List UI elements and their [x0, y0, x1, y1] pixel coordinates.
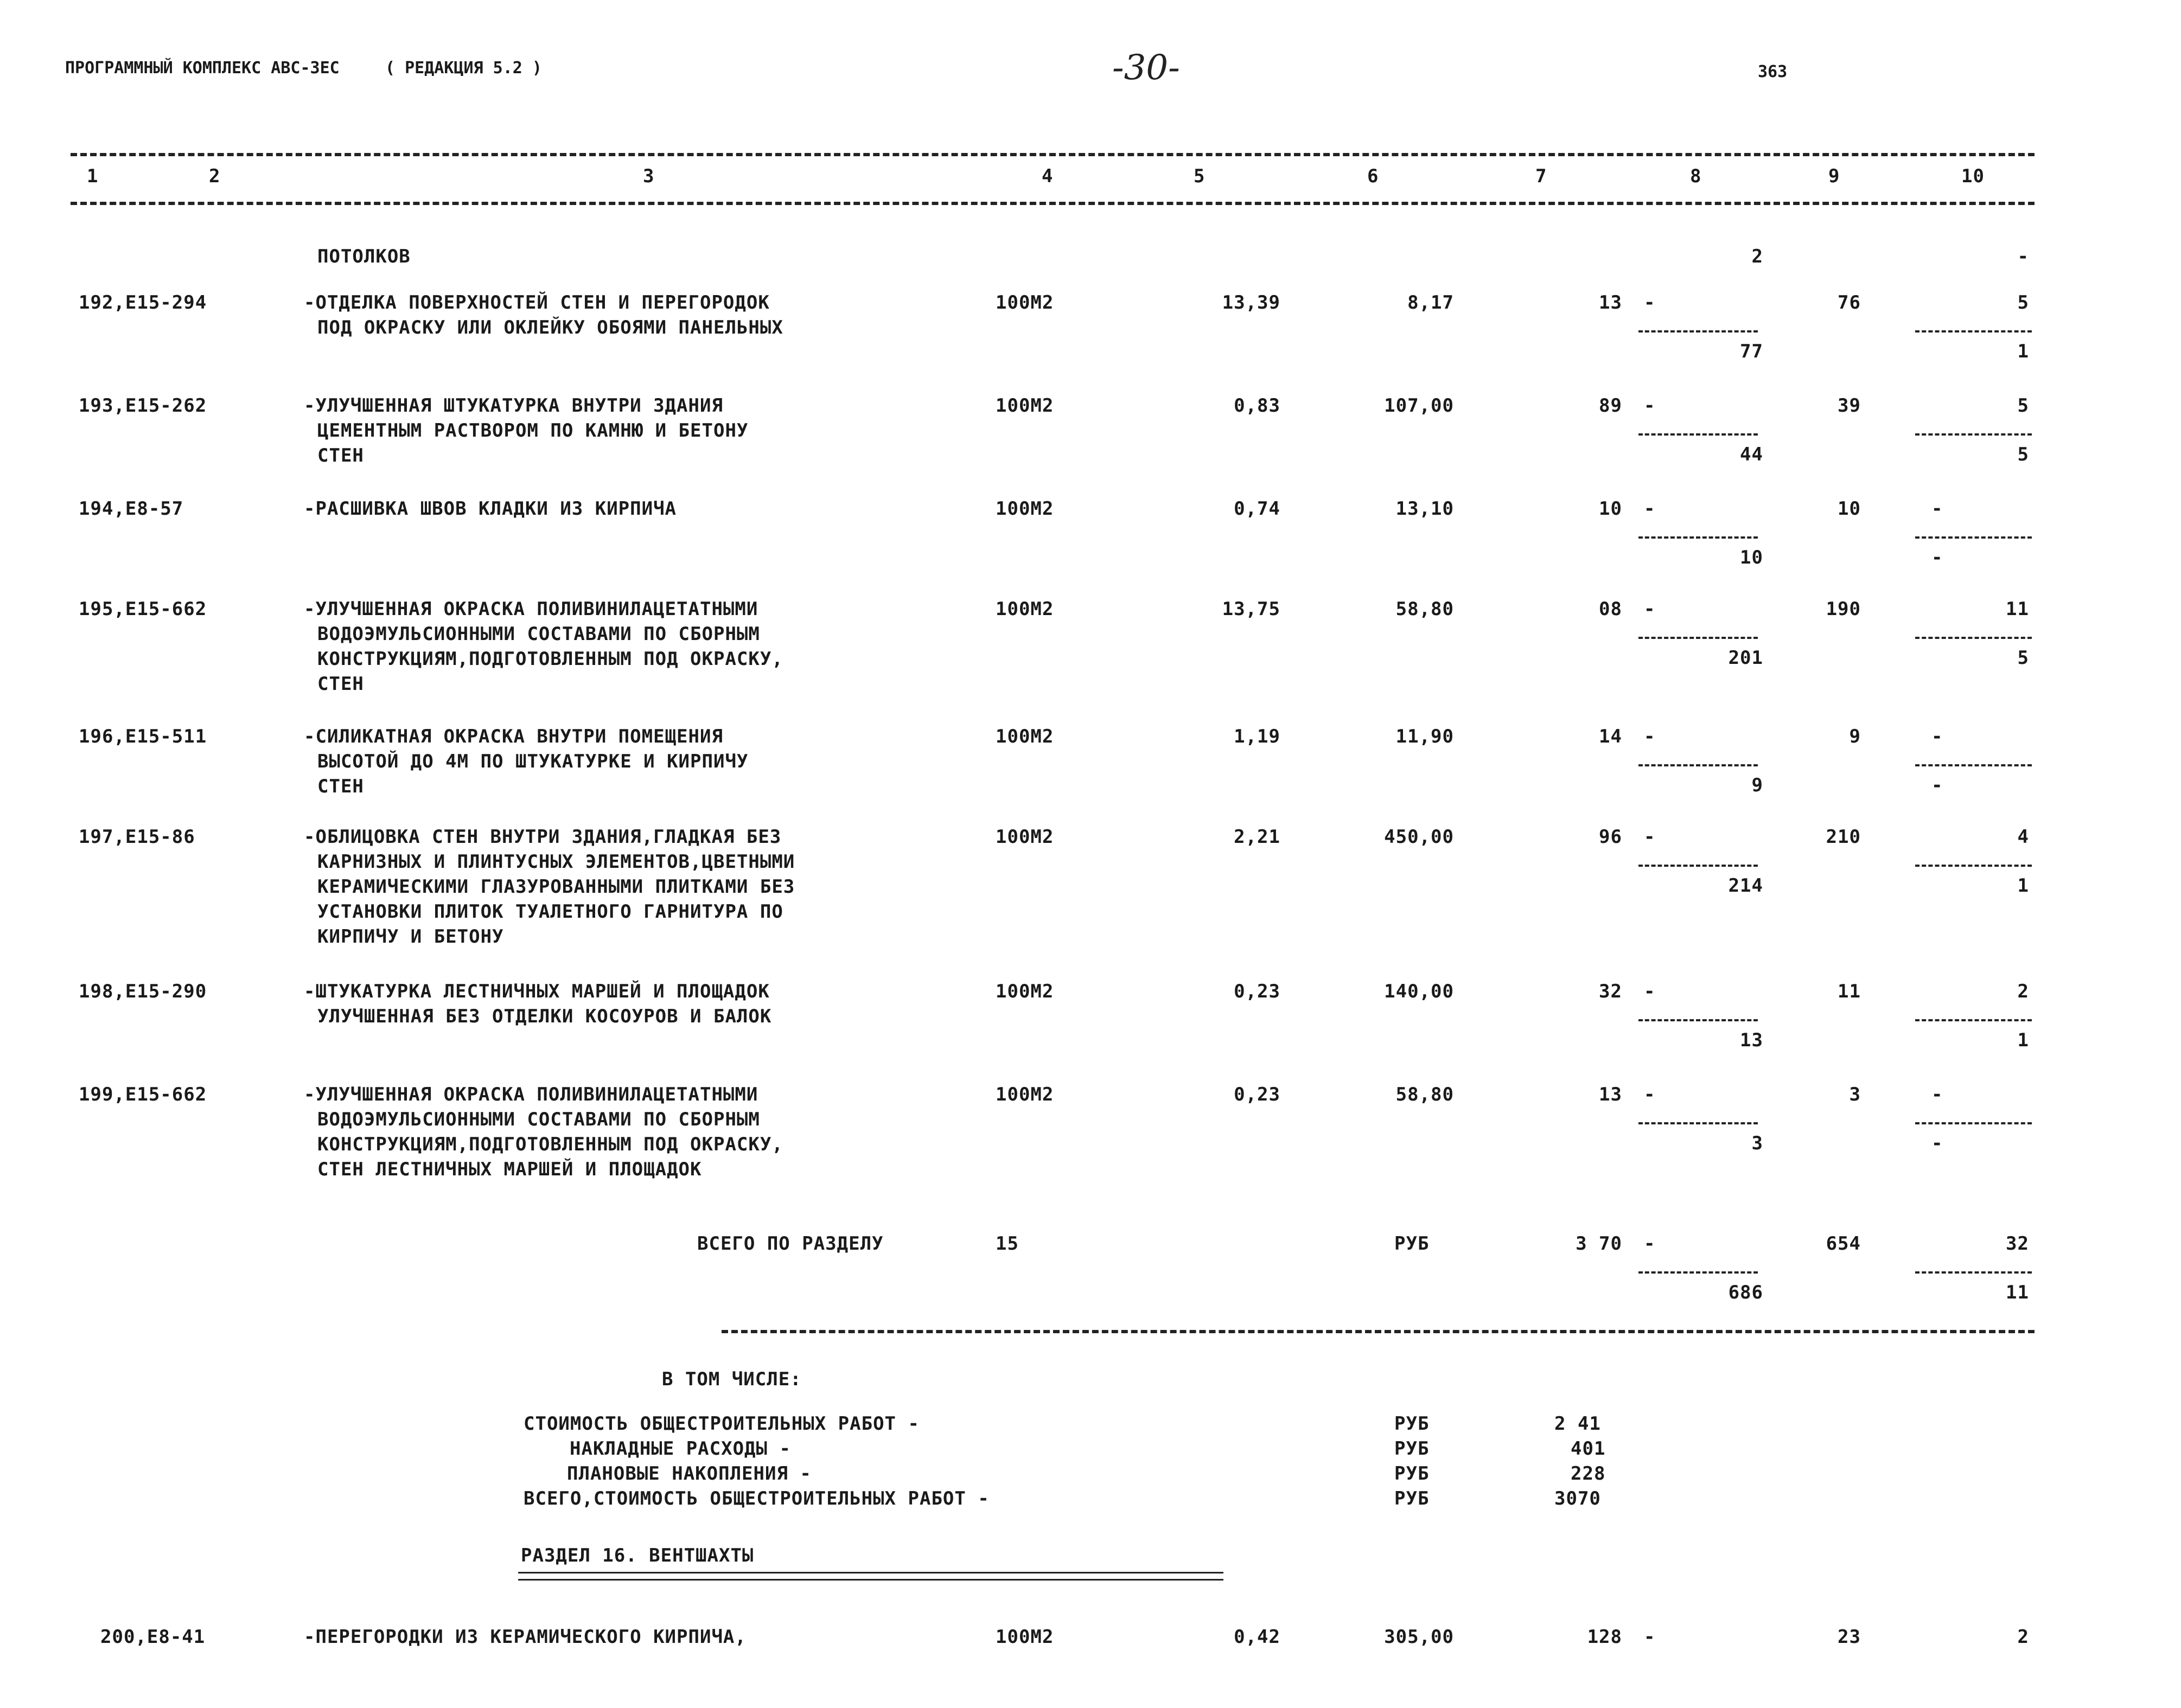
row-desc-line: ВЫСОТОЙ ДО 4М ПО ШТУКАТУРКЕ И КИРПИЧУ [317, 751, 749, 772]
row-desc-line: УЛУЧШЕННАЯ БЕЗ ОТДЕЛКИ КОСОУРОВ И БАЛОК [317, 1006, 772, 1027]
row-c10-top: 4 [2017, 826, 2029, 848]
row-c7: 14 [1599, 726, 1622, 747]
fraction-line [1638, 536, 1758, 539]
col-6: 6 [1367, 165, 1379, 187]
row-c8-top: - [1644, 292, 1656, 314]
row-code: 192,Е15-294 [79, 292, 207, 314]
row-c7: 128 [1587, 1626, 1622, 1648]
row-c7: 89 [1599, 395, 1622, 417]
breakdown-value: 3070 [1554, 1488, 1601, 1509]
row-c10-bottom: - [1931, 1133, 1943, 1154]
row-desc-line: КИРПИЧУ И БЕТОНУ [317, 926, 504, 948]
row-c10: 2 [2017, 1626, 2029, 1648]
row-c7: 96 [1599, 826, 1622, 848]
row-c8: - [1644, 1626, 1656, 1648]
col-4: 4 [1042, 165, 1054, 187]
section-title-underline [518, 1572, 1223, 1581]
row-price: 450,00 [1384, 826, 1454, 848]
row-c9: 23 [1838, 1626, 1861, 1648]
row-unit: 100М2 [996, 292, 1054, 314]
row-c10-bottom: 5 [2017, 647, 2029, 669]
row-price: 11,90 [1395, 726, 1454, 747]
row-qty: 0,23 [1234, 1084, 1280, 1105]
row-c10-bottom: 5 [2017, 444, 2029, 465]
row-c9: 11 [1838, 981, 1861, 1002]
fraction-line [1638, 330, 1758, 332]
row-price: 140,00 [1384, 981, 1454, 1002]
row-code: 195,Е15-662 [79, 598, 207, 620]
row-c8-bottom: 9 [1751, 775, 1763, 796]
row-desc-line: КАРНИЗНЫХ И ПЛИНТУСНЫХ ЭЛЕМЕНТОВ,ЦВЕТНЫМИ [317, 851, 795, 873]
row-c10-bottom: 1 [2017, 1029, 2029, 1051]
row-desc-line: ВОДОЭМУЛЬСИОННЫМИ СОСТАВАМИ ПО СБОРНЫМ [317, 623, 760, 645]
total-c10-bottom: 11 [2006, 1282, 2029, 1303]
section-tail-c10: - [2017, 246, 2029, 267]
row-c8-bottom: 44 [1740, 444, 1763, 465]
col-10: 10 [1961, 165, 1985, 187]
total-c8-bottom: 686 [1728, 1282, 1763, 1303]
breakdown-unit: РУБ [1394, 1463, 1430, 1485]
total-c10-top: 32 [2006, 1233, 2029, 1255]
row-unit: 100М2 [996, 826, 1054, 848]
row-qty: 0,23 [1234, 981, 1280, 1002]
row-c8-bottom: 214 [1728, 875, 1763, 897]
row-unit: 100М2 [996, 1084, 1054, 1105]
breakdown-label: НАКЛАДНЫЕ РАСХОДЫ - [570, 1438, 791, 1460]
row-desc-line: -РАСШИВКА ШВОВ КЛАДКИ ИЗ КИРПИЧА [304, 498, 677, 520]
fraction-line [1638, 637, 1758, 639]
total-rule [722, 1330, 2035, 1333]
row-c10-top: 5 [2017, 395, 2029, 417]
fraction-line [1915, 1019, 2032, 1021]
row-price: 13,10 [1395, 498, 1454, 520]
row-c10-bottom: - [1931, 547, 1943, 568]
row-desc-line: СТЕН [317, 445, 364, 466]
row-unit: 100М2 [996, 498, 1054, 520]
fraction-line [1638, 865, 1758, 867]
row-c10-bottom: 1 [2017, 341, 2029, 362]
row-c10-top: - [1931, 498, 1943, 520]
row-c8-top: - [1644, 598, 1656, 620]
col-5: 5 [1194, 165, 1206, 187]
fraction-line [1915, 637, 2032, 639]
breakdown-value: 228 [1571, 1463, 1606, 1485]
row-c7: 32 [1599, 981, 1622, 1002]
header-rule-bottom [71, 202, 2035, 205]
row-c9: 9 [1849, 726, 1861, 747]
row-desc-line: УСТАНОВКИ ПЛИТОК ТУАЛЕТНОГО ГАРНИТУРА ПО [317, 901, 783, 923]
col-2: 2 [209, 165, 221, 187]
row-c8-top: - [1644, 498, 1656, 520]
row-c10-bottom: - [1931, 775, 1943, 796]
row-c10-top: 5 [2017, 292, 2029, 314]
row-c10-top: - [1931, 726, 1943, 747]
fraction-line [1915, 330, 2032, 332]
row-desc-line: -ПЕРЕГОРОДКИ ИЗ КЕРАМИЧЕСКОГО КИРПИЧА, [304, 1626, 747, 1648]
row-desc-line: СТЕН [317, 776, 364, 797]
row-c10-bottom: 1 [2017, 875, 2029, 897]
row-c8-top: - [1644, 826, 1656, 848]
row-desc-line: -ШТУКАТУРКА ЛЕСТНИЧНЫХ МАРШЕЙ И ПЛОЩАДОК [304, 981, 770, 1002]
breakdown-value: 2 41 [1554, 1413, 1601, 1435]
breakdown-unit: РУБ [1394, 1413, 1430, 1435]
row-code: 194,Е8-57 [79, 498, 184, 520]
row-c7: 10 [1599, 498, 1622, 520]
total-section-number: 15 [996, 1233, 1019, 1255]
total-c7: 3 70 [1576, 1233, 1622, 1255]
row-desc-line: ПОД ОКРАСКУ ИЛИ ОКЛЕЙКУ ОБОЯМИ ПАНЕЛЬНЫХ [317, 317, 783, 338]
breakdown-unit: РУБ [1394, 1438, 1430, 1460]
row-unit: 100М2 [996, 395, 1054, 417]
col-8: 8 [1690, 165, 1702, 187]
row-unit: 100М2 [996, 598, 1054, 620]
row-c8-top: - [1644, 726, 1656, 747]
row-price: 58,80 [1395, 1084, 1454, 1105]
row-qty: 1,19 [1234, 726, 1280, 747]
next-section-title: РАЗДЕЛ 16. ВЕНТШАХТЫ [521, 1545, 754, 1566]
row-qty: 2,21 [1234, 826, 1280, 848]
row-price: 305,00 [1384, 1626, 1454, 1648]
col-3: 3 [643, 165, 655, 187]
row-desc-line: КОНСТРУКЦИЯМ,ПОДГОТОВЛЕННЫМ ПОД ОКРАСКУ, [317, 648, 783, 670]
breakdown-label: СТОИМОСТЬ ОБЩЕСТРОИТЕЛЬНЫХ РАБОТ - [524, 1413, 920, 1435]
row-desc-line: -УЛУЧШЕННАЯ ОКРАСКА ПОЛИВИНИЛАЦЕТАТНЫМИ [304, 598, 758, 620]
row-c10-top: - [1931, 1084, 1943, 1105]
row-code: 196,Е15-511 [79, 726, 207, 747]
edition: ( РЕДАКЦИЯ 5.2 ) [385, 59, 542, 78]
total-label: ВСЕГО ПО РАЗДЕЛУ [697, 1233, 884, 1255]
row-desc-line: СТЕН [317, 673, 364, 695]
row-c9: 10 [1838, 498, 1861, 520]
breakdown-value: 401 [1571, 1438, 1606, 1460]
row-c8-top: - [1644, 981, 1656, 1002]
fraction-line [1915, 536, 2032, 539]
row-c8-top: - [1644, 395, 1656, 417]
program-name: ПРОГРАММНЫЙ КОМПЛЕКС АВС-3ЕС [65, 59, 340, 78]
fraction-line [1638, 1019, 1758, 1021]
row-qty: 0,74 [1234, 498, 1280, 520]
row-c8-bottom: 13 [1740, 1029, 1763, 1051]
handwritten-page-number: -30- [1112, 48, 1180, 88]
row-c8-bottom: 10 [1740, 547, 1763, 568]
total-unit: РУБ [1394, 1233, 1430, 1255]
fraction-line [1915, 433, 2032, 436]
row-desc-line: -ОТДЕЛКА ПОВЕРХНОСТЕЙ СТЕН И ПЕРЕГОРОДОК [304, 292, 770, 314]
col-9: 9 [1828, 165, 1840, 187]
row-c8-top: - [1644, 1084, 1656, 1105]
row-desc-line: -ОБЛИЦОВКА СТЕН ВНУТРИ ЗДАНИЯ,ГЛАДКАЯ БЕЗ [304, 826, 782, 848]
row-desc-line: ЦЕМЕНТНЫМ РАСТВОРОМ ПО КАМНЮ И БЕТОНУ [317, 420, 749, 442]
row-c8-bottom: 201 [1728, 647, 1763, 669]
fraction-line [1915, 1122, 2032, 1124]
breakdown-label: ВСЕГО,СТОИМОСТЬ ОБЩЕСТРОИТЕЛЬНЫХ РАБОТ - [524, 1488, 990, 1509]
row-desc-line: КОНСТРУКЦИЯМ,ПОДГОТОВЛЕННЫМ ПОД ОКРАСКУ, [317, 1134, 783, 1155]
total-c8-top: - [1644, 1233, 1656, 1255]
row-c8-bottom: 3 [1751, 1133, 1763, 1154]
row-c9: 76 [1838, 292, 1861, 314]
row-desc-line: СТЕН ЛЕСТНИЧНЫХ МАРШЕЙ И ПЛОЩАДОК [317, 1159, 702, 1180]
row-c7: 13 [1599, 1084, 1622, 1105]
col-1: 1 [87, 165, 99, 187]
row-c7: 13 [1599, 292, 1622, 314]
breakdown-label: ПЛАНОВЫЕ НАКОПЛЕНИЯ - [567, 1463, 812, 1485]
row-price: 8,17 [1407, 292, 1454, 314]
fraction-line [1638, 1122, 1758, 1124]
row-unit: 100М2 [996, 726, 1054, 747]
row-qty: 0,42 [1234, 1626, 1280, 1648]
row-c8-bottom: 77 [1740, 341, 1763, 362]
row-desc-line: КЕРАМИЧЕСКИМИ ГЛАЗУРОВАННЫМИ ПЛИТКАМИ БЕЗ [317, 876, 795, 898]
breakdown-unit: РУБ [1394, 1488, 1430, 1509]
row-c9: 210 [1826, 826, 1861, 848]
row-desc-line: -СИЛИКАТНАЯ ОКРАСКА ВНУТРИ ПОМЕЩЕНИЯ [304, 726, 723, 747]
row-code: 200,Е8-41 [100, 1626, 206, 1648]
row-code: 197,Е15-86 [79, 826, 195, 848]
row-qty: 13,39 [1222, 292, 1280, 314]
col-7: 7 [1535, 165, 1547, 187]
fraction-line [1638, 764, 1758, 766]
row-c9: 3 [1849, 1084, 1861, 1105]
row-unit: 100М2 [996, 1626, 1054, 1648]
fraction-line [1915, 764, 2032, 766]
row-desc-line: -УЛУЧШЕННАЯ ОКРАСКА ПОЛИВИНИЛАЦЕТАТНЫМИ [304, 1084, 758, 1105]
row-c9: 190 [1826, 598, 1861, 620]
section-tail-text: ПОТОЛКОВ [317, 246, 411, 267]
fraction-line [1915, 1271, 2032, 1274]
row-c9: 39 [1838, 395, 1861, 417]
header-rule-top [71, 153, 2035, 156]
row-price: 107,00 [1384, 395, 1454, 417]
breakdown-title: В ТОМ ЧИСЛЕ: [662, 1368, 802, 1390]
row-code: 198,Е15-290 [79, 981, 207, 1002]
fraction-line [1638, 433, 1758, 436]
fraction-line [1638, 1271, 1758, 1274]
row-code: 199,Е15-662 [79, 1084, 207, 1105]
section-tail-c8: 2 [1751, 246, 1763, 267]
row-c10-top: 11 [2006, 598, 2029, 620]
row-c7: 08 [1599, 598, 1622, 620]
page-number: 363 [1758, 62, 1788, 81]
row-qty: 13,75 [1222, 598, 1280, 620]
row-desc-line: -УЛУЧШЕННАЯ ШТУКАТУРКА ВНУТРИ ЗДАНИЯ [304, 395, 723, 417]
fraction-line [1915, 865, 2032, 867]
row-desc-line: ВОДОЭМУЛЬСИОННЫМИ СОСТАВАМИ ПО СБОРНЫМ [317, 1109, 760, 1130]
row-unit: 100М2 [996, 981, 1054, 1002]
total-c9: 654 [1826, 1233, 1861, 1255]
row-c10-top: 2 [2017, 981, 2029, 1002]
row-code: 193,Е15-262 [79, 395, 207, 417]
row-qty: 0,83 [1234, 395, 1280, 417]
row-price: 58,80 [1395, 598, 1454, 620]
